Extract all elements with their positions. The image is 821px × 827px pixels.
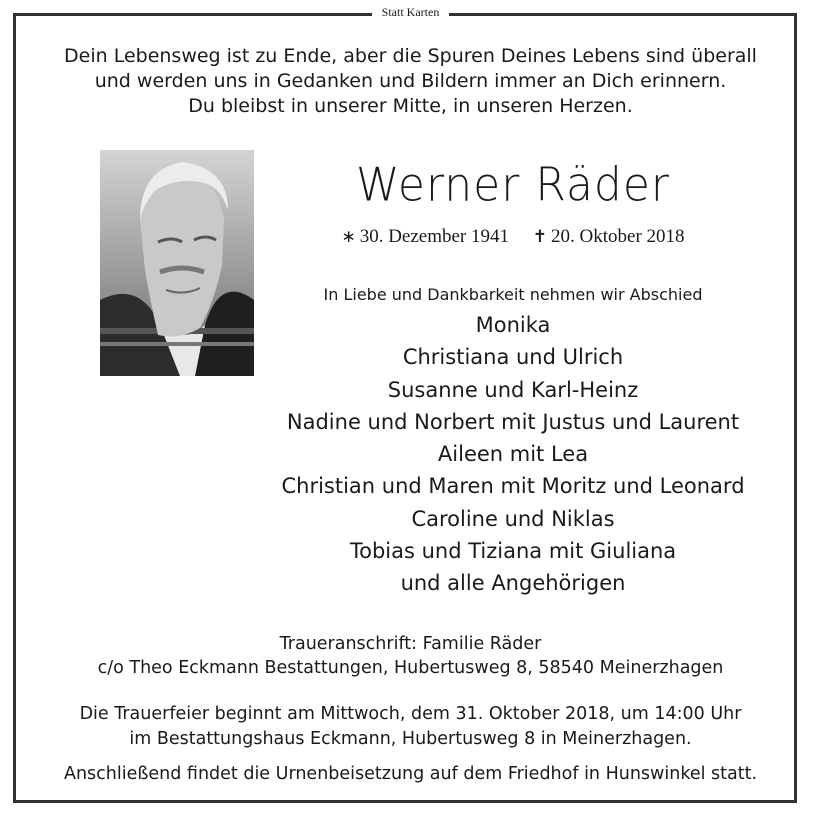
mourning-address (0, 632, 821, 680)
header-label: Statt Karten (0, 5, 821, 20)
life-dates (300, 226, 726, 248)
birth-date: 30. Dezember 1941 (359, 226, 510, 247)
verse-line: und werden uns in Gedanken und Bildern immer an Dich erinnern. (94, 70, 727, 92)
verse-line: Du bleibst in unserer Mitte, in unseren Herzen. (188, 95, 633, 117)
list-item: und alle Angehörigen (400, 571, 626, 596)
service-line: im Bestattungshaus Eckmann, Hubertusweg 8 in Meinerzhagen. (129, 729, 692, 749)
list-item: Christiana und Ulrich (402, 345, 624, 370)
service-info (0, 702, 821, 752)
service-line: Die Trauerfeier beginnt am Mittwoch, dem 31. Oktober 2018, um 14:00 Uhr (79, 704, 742, 724)
address-line: Traueranschrift: Familie Räder (279, 634, 542, 654)
burial-info: Anschließend findet die Urnenbeisetzung auf dem Friedhof in Hunswinkel statt. (63, 764, 758, 784)
list-item: Monika (475, 313, 551, 337)
list-item: Tobias und Tiziana mit Giuliana (349, 539, 677, 564)
mourners-list (258, 309, 768, 600)
death-cross-icon: ✝ (532, 227, 548, 247)
farewell-intro: In Liebe und Dankbarkeit nehmen wir Abschied (323, 285, 703, 304)
verse (0, 44, 821, 119)
list-item: Nadine und Norbert mit Justus und Laurent (286, 409, 740, 434)
verse-line: Dein Lebensweg ist zu Ende, aber die Spuren Deines Lebens sind überall (64, 45, 757, 67)
death-date: 20. Oktober 2018 (551, 226, 685, 247)
deceased-name: Werner Räder (355, 158, 670, 213)
list-item: Christian und Maren mit Moritz und Leonard (281, 474, 745, 499)
list-item: Aileen mit Lea (437, 442, 589, 467)
address-line: c/o Theo Eckmann Bestattungen, Hubertusweg 8, 58540 Meinerzhagen (97, 658, 724, 678)
list-item: Susanne und Karl-Heinz (387, 377, 639, 402)
portrait-photo (100, 150, 254, 376)
list-item: Caroline und Niklas (411, 506, 615, 531)
birth-star-icon: ∗ (341, 227, 356, 247)
